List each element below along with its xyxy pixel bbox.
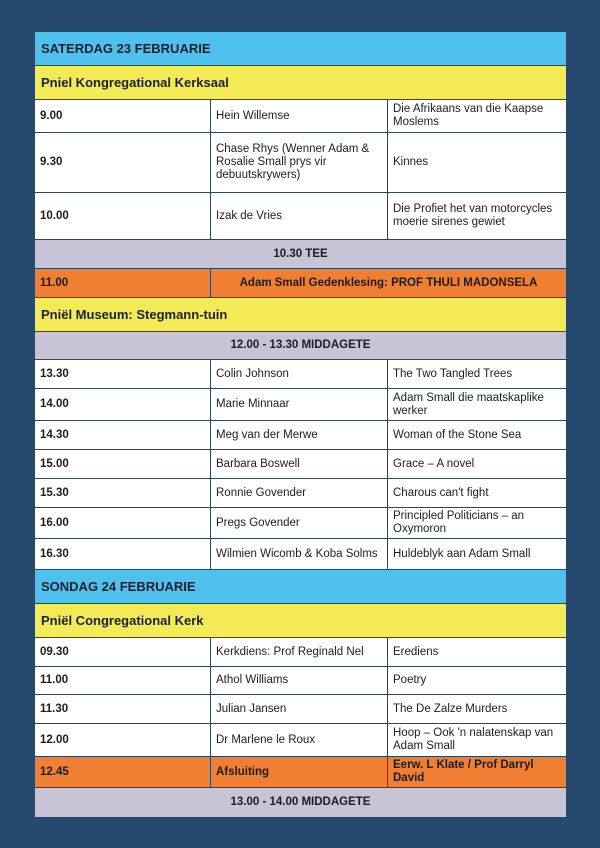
lunch-label: 13.00 - 14.00 MIDDAGETE: [230, 796, 371, 808]
speaker-cell: Chase Rhys (Wenner Adam & Rosalie Small prys vir debuutskrywers): [211, 133, 388, 192]
venue-header: [35, 604, 566, 638]
speaker-cell: Izak de Vries: [211, 193, 388, 239]
speaker-cell: Kerkdiens: Prof Reginald Nel: [211, 638, 388, 666]
table-row: [35, 508, 566, 539]
closing-row: [35, 757, 566, 788]
lecture-cell: Adam Small Gedenklesing: PROF THULI MADONSELA: [239, 276, 538, 289]
lunch-label: 12.00 - 13.30 MIDDAGETE: [230, 339, 371, 351]
speaker-cell: Ronnie Govender: [211, 479, 388, 507]
time-cell: 14.00: [35, 389, 211, 420]
table-row: [35, 193, 566, 240]
time-cell: 9.00: [35, 100, 211, 132]
time-cell: 13.30: [35, 360, 211, 388]
time-cell: 9.30: [35, 133, 211, 192]
venue-header: [35, 298, 566, 332]
tea-break-row: [35, 240, 566, 269]
venue-label: Pniel Kongregational Kerksaal: [41, 75, 229, 90]
time-cell: 11.00: [35, 667, 211, 694]
day-header-saturday: [35, 32, 566, 66]
table-row: [35, 389, 566, 421]
table-row: [35, 638, 566, 667]
speaker-cell: Dr Marlene le Roux: [211, 724, 388, 756]
time-cell: 14.30: [35, 421, 211, 449]
speaker-cell: Marie Minnaar: [211, 389, 388, 420]
time-cell: 10.00: [35, 193, 211, 239]
speaker-cell: Hein Willemse: [211, 100, 388, 132]
table-row: [35, 695, 566, 724]
title-cell: Poetry: [393, 674, 427, 686]
speaker-cell: Barbara Boswell: [211, 450, 388, 478]
title-cell: Adam Small die maatskaplike werker: [393, 391, 544, 417]
title-cell: The Two Tangled Trees: [393, 367, 513, 380]
time-cell: 11.00: [35, 269, 211, 297]
venue-label: Pniël Museum: Stegmann-tuin: [41, 307, 228, 322]
time-cell: 15.00: [35, 450, 211, 478]
time-cell: 15.30: [35, 479, 211, 507]
day-header-sunday: [35, 570, 566, 604]
table-row: [35, 667, 566, 695]
table-row: [35, 133, 566, 193]
title-cell: Charous can't fight: [393, 486, 489, 499]
speaker-cell: Meg van der Merwe: [211, 421, 388, 449]
title-cell: Die Afrikaans van die Kaapse Moslems: [393, 103, 544, 128]
speaker-cell: Colin Johnson: [211, 360, 388, 388]
table-row: [35, 421, 566, 450]
time-cell: 11.30: [35, 695, 211, 723]
day-label: SONDAG 24 FEBRUARIE: [41, 579, 196, 594]
time-cell: 12.45: [35, 757, 211, 787]
table-row: [35, 479, 566, 508]
speaker-cell: Afsluiting: [211, 757, 388, 787]
title-cell: Eerw. L Klate / Prof Darryl David: [393, 759, 534, 784]
speaker-cell: Athol Williams: [211, 667, 388, 694]
table-row: [35, 450, 566, 479]
title-cell: Principled Politicians – an Oxymoron: [393, 510, 525, 535]
day-label: SATERDAG 23 FEBRUARIE: [41, 41, 211, 56]
venue-header: [35, 66, 566, 100]
memorial-lecture-row: [35, 269, 566, 298]
lunch-break-row: [35, 788, 566, 817]
title-cell: Woman of the Stone Sea: [393, 428, 522, 441]
programme-table: [34, 31, 567, 818]
table-row: [35, 100, 566, 133]
table-row: [35, 724, 566, 757]
table-row: [35, 360, 566, 389]
time-cell: 09.30: [35, 638, 211, 666]
lunch-break-row: [35, 332, 566, 360]
time-cell: 16.00: [35, 508, 211, 538]
title-cell: Hoop – Ook 'n nalatenskap van Adam Small: [393, 727, 554, 752]
title-cell: The De Zalze Murders: [393, 702, 508, 715]
title-cell: Erediens: [393, 645, 439, 658]
title-cell: Die Profiet het van motorcycles moerie sirenes gewiet: [393, 203, 553, 228]
title-cell: Grace – A novel: [393, 457, 475, 470]
title-cell: Huldeblyk aan Adam Small: [393, 547, 531, 560]
time-cell: 16.30: [35, 539, 211, 569]
title-cell: Kinnes: [393, 156, 429, 168]
tea-label: 10.30 TEE: [273, 247, 328, 260]
speaker-cell: Julian Jansen: [211, 695, 388, 723]
time-cell: 12.00: [35, 724, 211, 756]
table-row: [35, 539, 566, 570]
speaker-cell: Pregs Govender: [211, 508, 388, 538]
venue-label: Pniël Congregational Kerk: [41, 613, 204, 628]
speaker-cell: Wilmien Wicomb & Koba Solms: [211, 539, 388, 569]
